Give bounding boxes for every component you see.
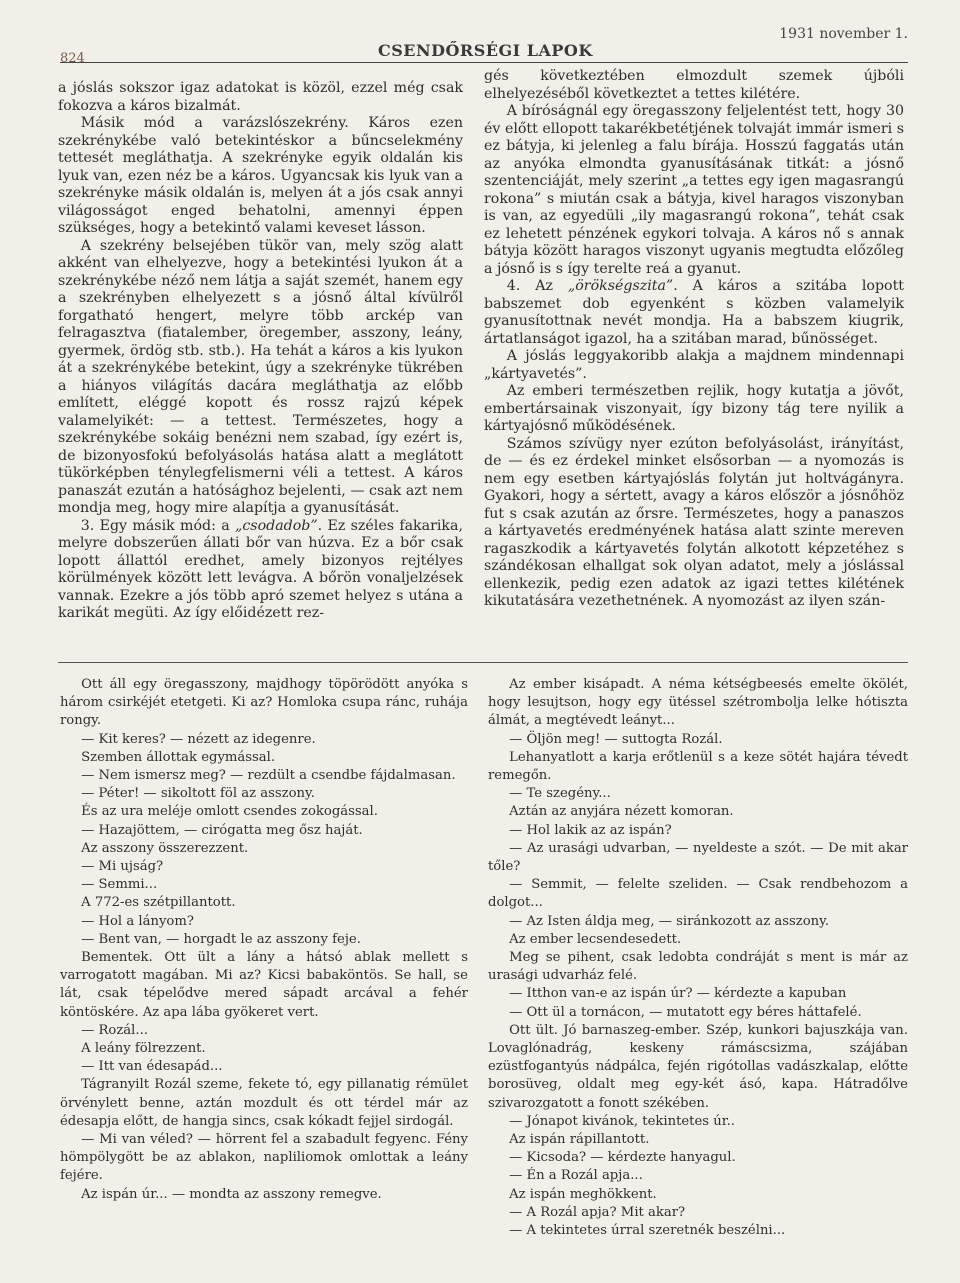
paragraph-lead: 3. Egy másik mód: a	[80, 517, 236, 534]
paragraph: — Mi ujság?	[81, 859, 164, 875]
paragraph	[58, 518, 463, 623]
paragraph: Az asszony összerezzent.	[81, 840, 249, 856]
paragraph: gés következtében elmozdult szemek újbóli elhelyezéséből következtet a tettes kilétére.	[484, 68, 904, 102]
paragraph: — Ott ül a tornácon, — mutatott egy béres háttafelé.	[509, 1004, 862, 1020]
paragraph: A leány fölrezzent.	[81, 1041, 206, 1057]
paragraph: — Nem ismersz meg? — rezdült a csendbe fájdalmasan.	[81, 768, 456, 784]
paragraph: És az ura meléje omlott csendes zokogással.	[81, 804, 378, 820]
paragraph: — Semmi...	[81, 877, 158, 893]
page-header	[48, 26, 908, 66]
paragraph: Az emberi természetben rejlik, hogy kutatja a jövőt, embertársainak viszonyait, így bizony tág tere nyilik a kártyajósnő működésének.	[484, 383, 904, 434]
paragraph: Meg se pihent, csak ledobta condráját s ment is már az urasági udvarház felé.	[488, 950, 908, 984]
paragraph	[484, 278, 904, 348]
paragraph: A bíróságnál egy öregasszony feljelentést tett, hogy 30 év előtt ellopott takarékbetétjének tolvaját immár ismeri s ez bátyja, ki jelenleg a falu bírája. Hosszú faggatás után az anyóka elmondta gyanusításának titkát: a jósnő szentenciáját, mely szerint „a tettes egy igen magasrangú rokona” s miután csak a bátyja, kivel haragos viszonyban is van, az egyedüli „ily magasrangú rokona”, tehát csak ez lehetett pénzének egykori tolvaja. A káros nő s annak bátyja között haragos viszonyt ugyanis megtudta előzőleg a jósnő is s így terelte reá a gyanut.	[484, 103, 904, 277]
paragraph: — Hol a lányom?	[81, 913, 194, 929]
paragraph: — Az Isten áldja meg, — siránkozott az asszony.	[509, 913, 830, 929]
paragraph: — Te szegény...	[509, 786, 611, 802]
emphasized-term: „örökségszita”	[567, 278, 674, 294]
paragraph: — Rozál...	[81, 1022, 148, 1038]
paragraph: — Hol lakik az az ispán?	[509, 822, 672, 838]
paragraph: Tágranyilt Rozál szeme, fekete tó, egy pillanatig rémület örvénylett benne, aztán mozdult és ott térdel már az édesapja előtt, de hangja sincs, csak kókadt fejjel sirdogál.	[60, 1077, 468, 1129]
paragraph: — Bent van, — horgadt le az asszony feje.	[81, 931, 361, 947]
paragraph: — Semmit, — felelte szeliden. — Csak rendbehozom a dolgot...	[488, 877, 908, 911]
paragraph: — Hazajöttem, — cirógatta meg ősz haját.	[81, 822, 363, 838]
paragraph: Az ispán rápillantott.	[509, 1132, 650, 1148]
paragraph-rest: . A káros a szitába lopott babszemet dob egyenként s közben valamelyik gyanusítottnak nevét mondja. Ha a babszem kiugrik, ártatlanságot igazol, ha a szitában marad, bűnösséget.	[484, 278, 904, 347]
paragraph: — Kit keres? — nézett az idegenre.	[81, 731, 316, 747]
paragraph: Az ember kisápadt. A néma kétségbeesés emelte ökölét, hogy lesujtson, hogy egy ütéssel szétrombolja lelke hótiszta álmát, a megtévedt leányt...	[488, 677, 908, 729]
article-column-left	[58, 80, 463, 650]
section-divider	[58, 662, 908, 663]
emphasized-term: „csodadob”	[235, 517, 318, 534]
paragraph: Az ispán meghökkent.	[509, 1186, 657, 1202]
paragraph: Ott ült. Jó barnaszeg-ember. Szép, kunkori bajuszkája van. Lovaglónadrág, keskeny rámáscsizma, szájában ezüstfogantyús nádpálca, fején rigótollas vadászkalap, előtte borosüveg, oldalt meg egy-két ásó, kapa. Hátradőlve szivarozgatott a fonott székében.	[488, 1022, 908, 1111]
paragraph: Aztán az anyjára nézett komoran.	[509, 804, 734, 820]
paragraph: A szekrény belsejében tükör van, mely szög alatt akként van elhelyezve, hogy a betekintési lyukon át a szekrénykébe néző nem látja a saját szemét, hanem egy a szekrényben elhelyezett s a jósnő által kívülről forgatható hengert, melyre több arckép van felragasztva (fiatalember, öregember, asszony, leány, gyermek, ördög stb. stb.). Ha tehát a káros a kis lyukon át a szekrénykébe betekint, úgy a szekrényke tükrében a hiányos világítás dacára megláthatja az előbb említett, eléggé kopott és rossz rajzú képek valamelyikét: — a tettest. Természetes, hogy a szekrénykébe sokáig benézni nem szabad, így ezért is, de bizonyosfokú befolyásolás hatása alatt a meglátott tükörképben ténylegfelismerni véli a tettest. A káros panaszát ezután a hatósághoz bejelenti, — csak azt nem mondja meg, hogy mire alapítja a gyanusítását.	[58, 237, 463, 516]
paragraph-lead: 4. Az	[506, 278, 568, 294]
story-column-right	[488, 676, 908, 1256]
article-column-right	[484, 68, 904, 658]
paragraph-rest: . Ez széles fakarika, melyre dobszerűen állati bőr van húzva. Ez a bőr csak lopott állattól eredhet, amely bizonyos rejtélyes körülmények között lett levágva. A bőrön vonaljelzések vannak. Ezekre a jós több apró szemet helyez s utána a karikát megüti. Az így előidézett rez-	[58, 517, 463, 621]
paragraph: Lehanyatlott a karja erőtlenül s a keze sötét hajára tévedt remegőn.	[488, 749, 908, 784]
paragraph: Másik mód a varázslószekrény. Káros ezen szekrénykébe való betekintéskor a bűncselekmény tettesét megláthatja. A szekrényke egyik oldalán kis lyuk van, ezen néz be a káros. Ugyancsak kis lyuk van a szekrényke másik oldalán is, melyen át a jós csak annyi világosságot enged behatolni, amennyi éppen szükséges, hogy a betekintő valami keveset lásson.	[58, 115, 463, 236]
paragraph: A jóslás leggyakoribb alakja a majdnem mindennapi „kártyavetés”.	[484, 348, 904, 382]
paragraph: — Jónapot kivánok, tekintetes úr..	[509, 1113, 735, 1129]
paragraph: — Kicsoda? — kérdezte hanyagul.	[509, 1150, 736, 1166]
paragraph: Szemben állottak egymással.	[81, 749, 276, 765]
paragraph: Ott áll egy öregasszony, majdhogy töpörödött anyóka s három csirkéjét etetgeti. Ki az? Homloka csupa ránc, ruhája rongy.	[60, 677, 468, 729]
paragraph: — A Rozál apja? Mit akar?	[509, 1204, 686, 1220]
paragraph: a jóslás sokszor igaz adatokat is közöl, ezzel még csak fokozva a káros bizalmát.	[58, 80, 463, 114]
page-number: 824	[60, 51, 85, 66]
story-column-left	[60, 676, 468, 1256]
paragraph: — Az urasági udvarban, — nyeldeste a szót. — De mit akar tőle?	[488, 840, 908, 875]
issue-date: 1931 november 1.	[779, 26, 908, 42]
paragraph: — Péter! — sikoltott föl az asszony.	[81, 786, 315, 802]
paragraph: A 772-es szétpillantott.	[81, 895, 236, 911]
paragraph: Az ispán úr... — mondta az asszony remegve.	[81, 1186, 382, 1202]
header-divider	[60, 62, 908, 63]
paragraph: — A tekintetes úrral szeretnék beszélni...	[509, 1223, 786, 1239]
paragraph: — Itt van édesapád...	[81, 1059, 223, 1075]
paragraph: Bementek. Ott ült a lány a hátsó ablak mellett s varrogatott magában. Mi az? Kicsi babaköntös. Se hall, se lát, csak tépelődve mered sápadt arcával a fehér köntöskére. Az apa lába gyökeret vert.	[60, 950, 468, 1020]
paragraph: — Öljön meg! — suttogta Rozál.	[509, 731, 723, 747]
paragraph: — Itthon van-e az ispán úr? — kérdezte a kapuban	[509, 986, 847, 1002]
paragraph: — Mi van véled? — hörrent fel a szabadult fegyenc. Fény hömpölygött be az ablakon, napliliomok omlottak a leány fejére.	[60, 1132, 468, 1184]
journal-title: CSENDŐRSÉGI LAPOK	[378, 41, 593, 60]
paragraph: Az ember lecsendesedett.	[509, 931, 682, 947]
paragraph: Számos szívügy nyer ezúton befolyásolást, irányítást, de — és ez érdekel minket elsősorban — a nyomozás is nem egy esetben kártyajóslás folytán jut holtvágányra. Gyakori, hogy a sértett, avagy a káros először a jósnőhöz fut s csak azután az őrsre. Természetes, hogy a panaszos a kártyavetés eredményének hatása alatt szinte mereven ragaszkodik a kártyavetés folytán alkotott képzetéhez s szándékosan elhallgat sok olyan adatot, mely a jóslással ellenkezik, pedig ezen adatok az igazi tettes kilétének kikutatására vezethetnének. A nyomozást az ilyen szán-	[484, 435, 904, 609]
paragraph: — Én a Rozál apja...	[509, 1168, 643, 1184]
